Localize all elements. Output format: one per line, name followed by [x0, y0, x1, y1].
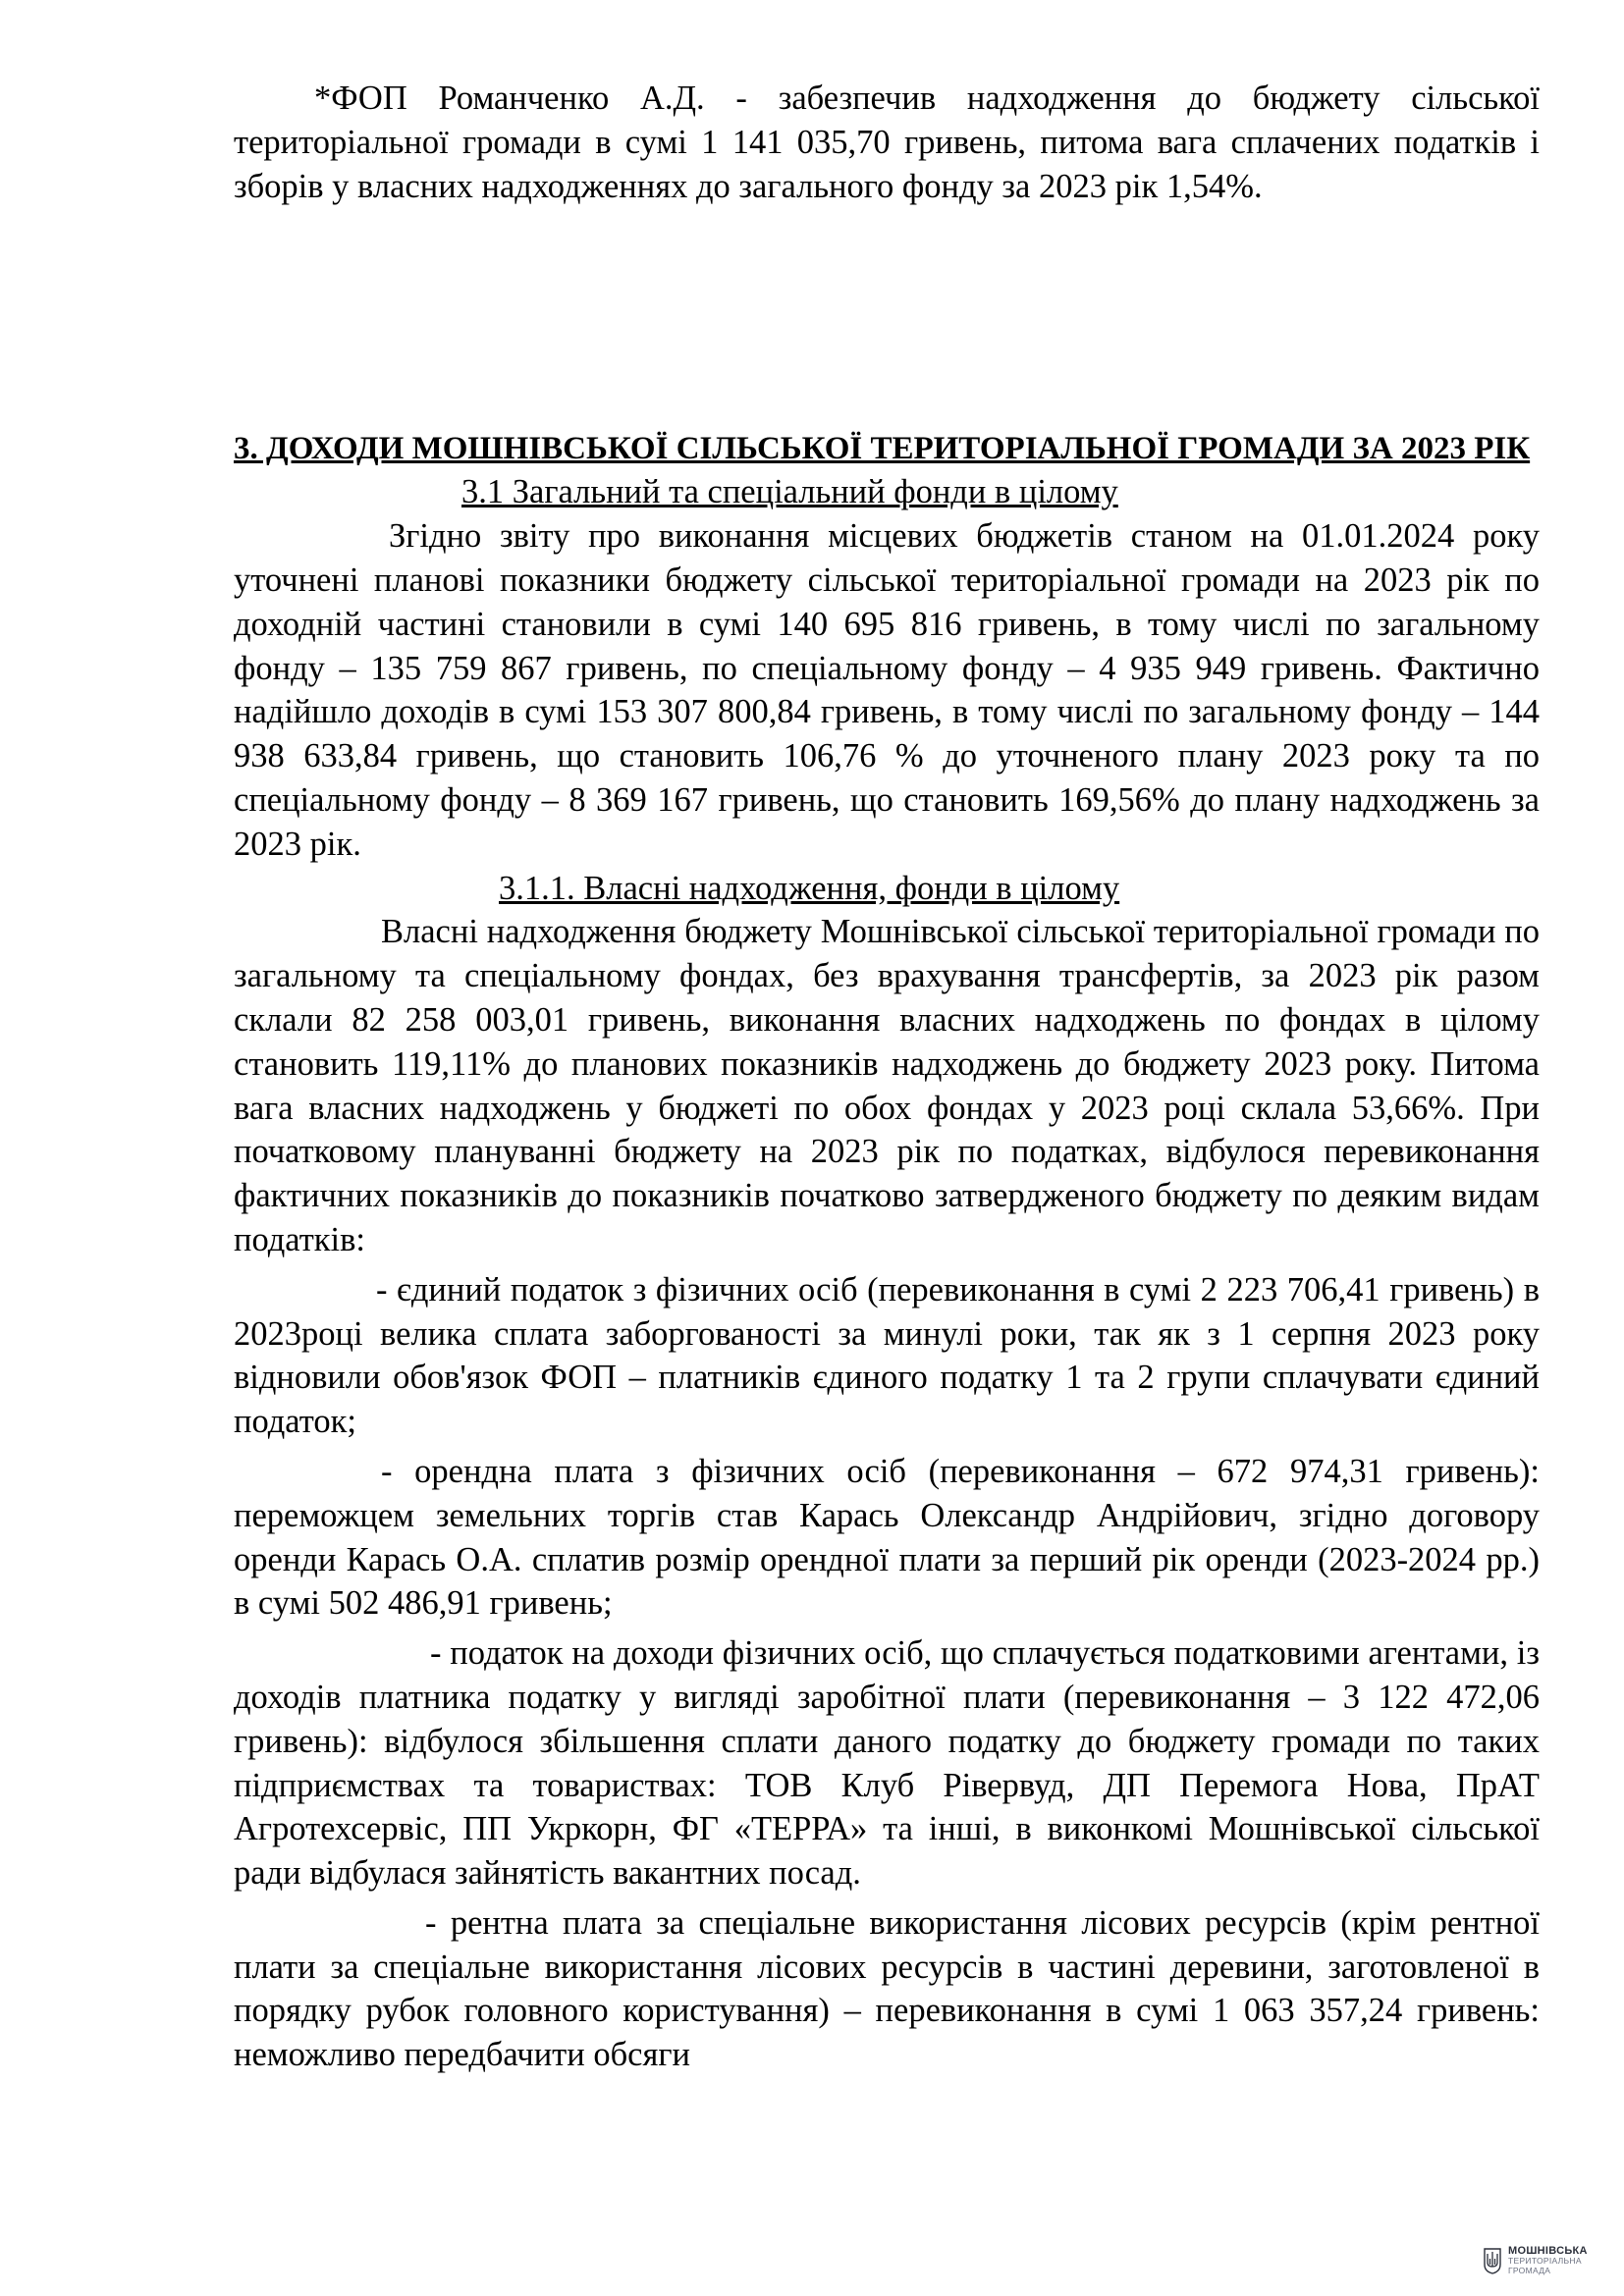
section-title: 3. ДОХОДИ МОШНІВСЬКОЇ СІЛЬСЬКОЇ ТЕРИТОРІАЛЬНОЇ ГРОМАДИ ЗА 2023 РІК: [234, 431, 1531, 467]
logo-line-3: ГРОМАДА: [1508, 2266, 1551, 2275]
subsection-heading-3-1: 3.1 Загальний та спеціальний фонди в цілому: [461, 473, 1118, 511]
intro-paragraph: *ФОП Романченко А.Д. - забезпечив надходження до бюджету сільської територіальної громади в сумі 1 141 035,70 гривень, питома вага сплачених податків і зборів у власних надходженнях до загального фонду за 2023 рік 1,54%.: [234, 80, 1540, 205]
logo-line-1: МОШНІВСЬКА: [1508, 2245, 1588, 2257]
bullet-rent-payment: - орендна плата з фізичних осіб (перевиконання – 672 974,31 гривень): переможцем земельних торгів став Карась Олександр Андрійович, згідно договору оренди Карась О.А. сплатив розмір орендної плати за перший рік оренди (2023-2024 рр.) в сумі 502 486,91 гривень;: [234, 1452, 1540, 1623]
document-page: [234, 77, 1540, 2077]
trident-emblem-icon: [1483, 2247, 1502, 2274]
subsection-heading-3-1-1: 3.1.1. Власні надходження, фонди в цілому: [499, 869, 1120, 907]
bullet-single-tax: - єдиний податок з фізичних осіб (перевиконання в сумі 2 223 706,41 гривень) в 2023році велика сплата заборгованості за минулі роки, так як з 1 серпня 2023 року відновили обов'язок ФОП – платників єдиного податку 1 та 2 групи сплачувати єдиний податок;: [234, 1270, 1540, 1441]
bullet-forest-rent: - рентна плата за спеціальне використання лісових ресурсів (крім рентної плати за спеціальне використання лісових ресурсів в частині деревини, заготовленої в порядку рубок головного користування) – перевиконання в сумі 1 063 357,24 гривень: неможливо передбачити обсяги: [234, 1903, 1540, 2074]
bullet-income-tax: - податок на доходи фізичних осіб, що сплачується податковими агентами, із доходів платника податку у вигляді заробітної плати (перевиконання – 3 122 472,06 гривень): відбулося збільшення сплати даного податку до бюджету громади по таких підприємствах та товариствах: ТОВ Клуб Рівервуд, ДП Перемога Нова, ПрАТ Агротехсервіс, ПП Укркорн, ФГ «ТЕРРА» та інші, в виконкомі Мошнівської сільської ради відбулася зайнятість вакантних посад.: [234, 1634, 1540, 1893]
subsection-3-1-paragraph: Згідно звіту про виконання місцевих бюджетів станом на 01.01.2024 року уточнені планові показники бюджету сільської територіальної громади на 2023 рік по доходній частині становили в сумі 140 695 816 гривень, в тому числі по загальному фонду – 135 759 867 гривень, по спеціальному фонду – 4 935 949 гривень. Фактично надійшло доходів в сумі 153 307 800,84 гривень, в тому числі по загальному фонду – 144 938 633,84 гривень, що становить 106,76 % до уточненого плану 2023 року та по спеціальному фонду – 8 369 167 гривень, що становить 169,56% до плану надходжень за 2023 рік.: [234, 517, 1540, 863]
logo-line-2: ТЕРИТОРІАЛЬНА: [1508, 2256, 1582, 2266]
subsection-3-1-1-paragraph: Власні надходження бюджету Мошнівської сільської територіальної громади по загальному та спеціальному фондах, без врахування трансфертів, за 2023 рік разом склали 82 258 003,01 гривень, виконання власних надходжень по фондах в цілому становить 119,11% до планових показників надходжень до бюджету 2023 року. Питома вага власних надходжень у бюджеті по обох фондах у 2023 році склала 53,66%. При початковому плануванні бюджету на 2023 рік по податках, відбулося перевиконання фактичних показників до показників початково затвердженого бюджету по деяким видам податків:: [234, 913, 1540, 1258]
logo-text: [1508, 2246, 1588, 2275]
community-logo: [1483, 2246, 1588, 2275]
